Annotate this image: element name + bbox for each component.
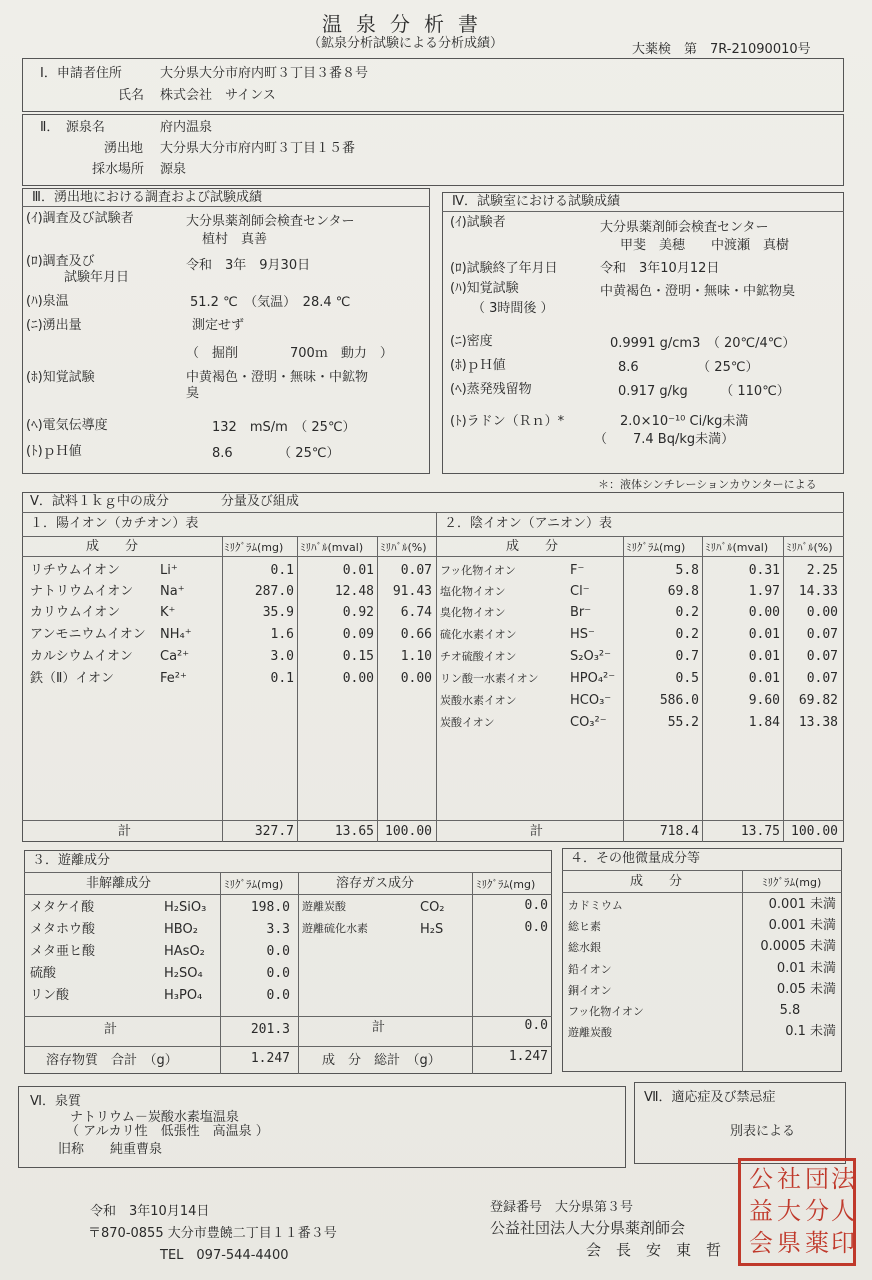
source-name: 府内温泉 xyxy=(160,120,213,135)
source-location: 大分県大分市府内町３丁目１５番 xyxy=(160,141,356,156)
nondiss-total-label: 計 xyxy=(104,1022,118,1037)
cation-header-mg: ﾐﾘｸﾞﾗﾑ(mg) xyxy=(224,541,284,554)
table-row: 0.0 xyxy=(524,898,548,913)
dissolved-total: 1.247 xyxy=(250,1051,290,1066)
field-row-label: (ﾎ)知覚試験 xyxy=(26,370,95,385)
table-row: 0.07 xyxy=(806,627,838,642)
table-row: 0.1 xyxy=(270,671,294,686)
table-row: 0.66 xyxy=(400,627,432,642)
table-row: 91.43 xyxy=(392,584,432,599)
dissolved-total-label: 溶存物質 合計 （g） xyxy=(46,1053,178,1068)
applicant-label: Ⅰ．申請者住所 xyxy=(40,66,122,81)
table-row: 遊離硫化水素 xyxy=(302,922,368,935)
lab-row-value: 大分県薬剤師会検査センター xyxy=(600,220,769,235)
table-row: 臭化物イオン xyxy=(440,606,506,619)
table-row: 0.01 xyxy=(748,627,780,642)
quality-line1: ナトリウム－炭酸水素塩温泉 xyxy=(70,1110,239,1125)
trace-header-name: 成 分 xyxy=(630,874,683,889)
table-row: 14.33 xyxy=(798,584,838,599)
table-row: カリウムイオン xyxy=(30,605,121,620)
field-row-value: 8.6 （ 25℃） xyxy=(212,446,340,461)
table-row: カルシウムイオン xyxy=(30,649,133,664)
applicant-address: 大分県大分市府内町３丁目３番８号 xyxy=(160,66,369,81)
nondiss-mg-header: ﾐﾘｸﾞﾗﾑ(mg) xyxy=(224,878,284,891)
lab-row-value: 8.6 （ 25℃） xyxy=(618,360,759,375)
quality-line3: 旧称 純重曹泉 xyxy=(58,1142,163,1157)
lab-row-label: （ 3時間後 ） xyxy=(472,301,554,316)
lab-footnote: ＊：液体シンチレーションカウンターによる xyxy=(598,478,817,491)
list-item: 遊離炭酸 xyxy=(568,1026,612,1039)
table-row: S₂O₃²⁻ xyxy=(570,649,611,664)
table-row: 0.2 xyxy=(675,627,699,642)
list-item: 5.8 xyxy=(779,1003,801,1018)
table-row: 35.9 xyxy=(262,605,294,620)
table-row: メタホウ酸 xyxy=(30,922,96,937)
table-row: 塩化物イオン xyxy=(440,585,506,598)
table-row: アンモニウムイオン xyxy=(30,627,146,642)
table-row: 0.0 xyxy=(524,920,548,935)
table-row: リン酸一水素イオン xyxy=(440,672,539,685)
field-row-value: 令和 3年 9月30日 xyxy=(186,258,311,273)
table-row: 586.0 xyxy=(659,693,699,708)
table-row: 3.3 xyxy=(266,922,290,937)
table-row: Ca²⁺ xyxy=(160,649,190,664)
table-row: 55.2 xyxy=(667,715,699,730)
table-row: 鉄（Ⅱ）イオン xyxy=(30,671,115,686)
table-row: CO₃²⁻ xyxy=(570,715,607,730)
table-row: HBO₂ xyxy=(164,922,198,937)
table-row: NH₄⁺ xyxy=(160,627,192,642)
table-row: Cl⁻ xyxy=(570,584,590,599)
table-row: 3.0 xyxy=(270,649,294,664)
indications-value: 別表による xyxy=(730,1124,796,1139)
field-row-label: (ﾛ)調査及び xyxy=(26,254,95,269)
table-row: 0.0 xyxy=(266,944,290,959)
table-row: F⁻ xyxy=(570,563,585,578)
table-row: 0.92 xyxy=(342,605,374,620)
table-row: 硫酸 xyxy=(30,966,57,981)
table-row: 69.8 xyxy=(667,584,699,599)
component-total: 1.247 xyxy=(508,1049,548,1064)
table-row: 5.8 xyxy=(675,563,699,578)
lab-row-value: 0.917 g/kg （ 110℃） xyxy=(618,384,790,399)
table-row: 0.00 xyxy=(748,605,780,620)
table-row: 6.74 xyxy=(400,605,432,620)
table-row: CO₂ xyxy=(420,900,445,915)
applicant-name-label: 氏名 xyxy=(118,88,145,103)
quality-line2: （ アルカリ性 低張性 高温泉 ） xyxy=(66,1124,269,1139)
list-item: 総ヒ素 xyxy=(568,920,601,933)
table-row: 0.0 xyxy=(266,988,290,1003)
anion-header-mval: ﾐﾘﾊﾞﾙ(mval) xyxy=(705,541,769,554)
gas-mg-header: ﾐﾘｸﾞﾗﾑ(mg) xyxy=(476,878,536,891)
table-row: 0.01 xyxy=(748,649,780,664)
field-row-value: 植村 真善 xyxy=(202,232,268,247)
lab-row-value: （ 7.4 Bq/kg未満） xyxy=(594,432,735,447)
field-row-label: (ﾊ)泉温 xyxy=(26,294,69,309)
lab-row-value: 2.0×10⁻¹⁰ Ci/kg未満 xyxy=(620,414,749,429)
table-row: 1.6 xyxy=(270,627,294,642)
field-row-label: 試験年月日 xyxy=(64,270,130,285)
cation-header-mval: ﾐﾘﾊﾞﾙ(mval) xyxy=(300,541,364,554)
field-row-value: 臭 xyxy=(186,386,200,401)
table-row: 198.0 xyxy=(250,900,290,915)
field-row-label: (ﾍ)電気伝導度 xyxy=(26,418,108,433)
table-row: 13.38 xyxy=(798,715,838,730)
table-row: メタ亜ヒ酸 xyxy=(30,944,96,959)
document-subtitle: （鉱泉分析試験による分析成績） xyxy=(308,36,504,51)
site-label: 採水場所 xyxy=(92,162,145,177)
table-row: メタケイ酸 xyxy=(30,900,95,915)
table-row: K⁺ xyxy=(160,605,176,620)
table-row: 0.31 xyxy=(748,563,780,578)
table-row: リチウムイオン xyxy=(30,563,120,578)
table-row: H₃PO₄ xyxy=(164,988,203,1003)
registration-number: 登録番号 大分県第３号 xyxy=(490,1200,634,1215)
cation-total-pct: 100.00 xyxy=(385,824,432,839)
list-item: 0.001 未満 xyxy=(768,918,836,933)
table-row: 0.01 xyxy=(748,671,780,686)
table-row: チオ硫酸イオン xyxy=(440,650,517,663)
issue-date: 令和 3年10月14日 xyxy=(90,1204,210,1219)
field-test-heading: Ⅲ．湧出地における調査および試験成績 xyxy=(32,190,262,205)
table-row: 0.5 xyxy=(675,671,699,686)
table-row: HAsO₂ xyxy=(164,944,205,959)
table-row: 0.0 xyxy=(266,966,290,981)
table-row: H₂S xyxy=(420,922,444,937)
field-row-label: (ｲ)調査及び試験者 xyxy=(26,211,134,226)
list-item: 0.05 未満 xyxy=(776,982,836,997)
table-row: 0.00 xyxy=(806,605,838,620)
cation-total-mg: 327.7 xyxy=(254,824,294,839)
table-row: 遊離炭酸 xyxy=(302,900,346,913)
table-row: 0.01 xyxy=(342,563,374,578)
list-item: 0.0005 未満 xyxy=(760,939,836,954)
table-row: 0.2 xyxy=(675,605,699,620)
document-number: 大薬検 第 7R-21090010号 xyxy=(632,42,811,57)
table-row: 287.0 xyxy=(254,584,294,599)
table-row: HS⁻ xyxy=(570,627,595,642)
cation-table-heading: １．陽イオン（カチオン）表 xyxy=(30,516,199,531)
anion-header-name: 成 分 xyxy=(506,539,559,554)
component-total-label: 成 分 総計 （g） xyxy=(322,1053,441,1068)
source-label: Ⅱ． 源泉名 xyxy=(40,120,105,135)
source-box xyxy=(22,114,844,186)
cation-header-pct: ﾐﾘﾊﾞﾙ(%) xyxy=(380,541,427,554)
lab-row-label: (ﾛ)試験終了年月日 xyxy=(450,261,558,276)
table-row: HPO₄²⁻ xyxy=(570,671,616,686)
list-item: 0.01 未満 xyxy=(776,961,836,976)
sampling-site: 源泉 xyxy=(160,162,187,177)
table-row: 0.00 xyxy=(342,671,374,686)
gas-total: 0.0 xyxy=(524,1018,548,1033)
lab-row-value: 令和 3年10月12日 xyxy=(600,261,720,276)
field-row-label: (ﾄ)ｐＨ値 xyxy=(26,444,82,459)
quality-heading: Ⅵ．泉質 xyxy=(30,1094,81,1109)
applicant-name: 株式会社 サインス xyxy=(160,88,276,103)
lab-row-label: (ﾊ)知覚試験 xyxy=(450,281,519,296)
document-title: 温泉分析書 xyxy=(322,12,492,36)
indications-heading: Ⅶ．適応症及び禁忌症 xyxy=(644,1090,776,1105)
cation-header-name: 成 分 xyxy=(86,539,139,554)
lab-row-label: (ﾆ)密度 xyxy=(450,334,493,349)
table-row: 69.82 xyxy=(798,693,838,708)
gas-total-label: 計 xyxy=(372,1020,386,1035)
location-label: 湧出地 xyxy=(104,141,144,156)
list-item: カドミウム xyxy=(568,899,623,912)
lab-row-value: 中黄褐色・澄明・無味・中鉱物臭 xyxy=(600,284,796,299)
anion-total-mval: 13.75 xyxy=(740,824,780,839)
field-row-value: 大分県薬剤師会検査センター xyxy=(186,214,355,229)
table-row: リン酸 xyxy=(30,988,70,1003)
anion-total-pct: 100.00 xyxy=(791,824,838,839)
trace-heading: ４．その他微量成分等 xyxy=(570,851,701,866)
list-item: 総水銀 xyxy=(568,941,601,954)
lab-row-label: (ﾎ)ｐＨ値 xyxy=(450,358,506,373)
table-row: 12.48 xyxy=(334,584,374,599)
table-row: 0.07 xyxy=(806,671,838,686)
field-row-value: 測定せず xyxy=(192,318,245,333)
table-row: 0.07 xyxy=(400,563,432,578)
lab-row-label: (ﾄ)ラドン（Ｒｎ）* xyxy=(450,414,565,429)
table-row: 1.84 xyxy=(748,715,780,730)
anion-total-mg: 718.4 xyxy=(659,824,699,839)
list-item: 銅イオン xyxy=(568,984,612,997)
anion-header-mg: ﾐﾘｸﾞﾗﾑ(mg) xyxy=(626,541,686,554)
table-row: 炭酸イオン xyxy=(440,716,495,729)
table-row: H₂SiO₃ xyxy=(164,900,207,915)
table-row: 1.97 xyxy=(748,584,780,599)
table-row: 硫化水素イオン xyxy=(440,628,517,641)
president-name: 会 長 安 東 哲 xyxy=(586,1241,722,1259)
table-row: 2.25 xyxy=(806,563,838,578)
table-row: 炭酸水素イオン xyxy=(440,694,517,707)
organization-name: 公益社団法人大分県薬剤師会 xyxy=(490,1219,686,1237)
table-row: 1.10 xyxy=(400,649,432,664)
table-row: 0.07 xyxy=(806,649,838,664)
table-row: 0.00 xyxy=(400,671,432,686)
free-heading: ３．遊離成分 xyxy=(32,853,111,868)
field-row-label: (ﾆ)湧出量 xyxy=(26,318,82,333)
table-row: HCO₃⁻ xyxy=(570,693,612,708)
components-heading: Ⅴ．試料１ｋｇ中の成分 分量及び組成 xyxy=(30,494,299,509)
field-row-value: 中黄褐色・澄明・無味・中鉱物 xyxy=(186,370,369,385)
cation-total-mval: 13.65 xyxy=(334,824,374,839)
table-row: Fe²⁺ xyxy=(160,671,187,686)
anion-table-heading: ２．陰イオン（アニオン）表 xyxy=(444,516,612,531)
table-row: フッ化物イオン xyxy=(440,564,516,577)
list-item: 0.1 未満 xyxy=(785,1024,836,1039)
issuer-address: 〒870-0855 大分市豊饒二丁目１１番３号 xyxy=(88,1226,337,1241)
issuer-tel: TEL 097-544-4400 xyxy=(160,1248,289,1263)
gas-header: 溶存ガス成分 xyxy=(336,876,415,891)
field-row-value: 132 mS/m （ 25℃） xyxy=(212,420,356,435)
trace-header-mg: ﾐﾘｸﾞﾗﾑ(mg) xyxy=(762,876,822,889)
cation-total-label: 計 xyxy=(118,824,132,839)
table-row: Li⁺ xyxy=(160,563,178,578)
anion-header-pct: ﾐﾘﾊﾞﾙ(%) xyxy=(786,541,833,554)
lab-row-label: (ﾍ)蒸発残留物 xyxy=(450,382,532,397)
table-row: ナトリウムイオン xyxy=(30,584,134,599)
table-row: Br⁻ xyxy=(570,605,592,620)
anion-total-label: 計 xyxy=(530,824,544,839)
table-row: 0.7 xyxy=(675,649,699,664)
list-item: 0.001 未満 xyxy=(768,897,836,912)
nondiss-total: 201.3 xyxy=(250,1022,290,1037)
lab-row-value: 0.9991 g/cm3 （ 20℃/4℃） xyxy=(610,336,796,351)
official-seal: 公 社 団 法 益 大 分 人 会 県 薬 印 xyxy=(738,1158,856,1266)
lab-row-value: 甲斐 美穂 中渡瀬 真樹 xyxy=(620,238,790,253)
list-item: フッ化物イオン xyxy=(568,1005,644,1018)
table-row: Na⁺ xyxy=(160,584,185,599)
list-item: 鉛イオン xyxy=(568,963,612,976)
field-row-value: 51.2 ℃ （気温） 28.4 ℃ xyxy=(190,295,351,310)
table-row: 0.1 xyxy=(270,563,294,578)
table-row: 0.09 xyxy=(342,627,374,642)
lab-test-heading: Ⅳ．試験室における試験成績 xyxy=(452,194,620,209)
applicant-box xyxy=(22,58,844,112)
table-row: 9.60 xyxy=(748,693,780,708)
nondiss-header: 非解離成分 xyxy=(86,876,152,891)
table-row: 0.15 xyxy=(342,649,374,664)
table-row: H₂SO₄ xyxy=(164,966,203,981)
field-row-value: （ 掘削 700ｍ 動力 ） xyxy=(186,346,393,361)
lab-row-label: (ｲ)試験者 xyxy=(450,215,506,230)
